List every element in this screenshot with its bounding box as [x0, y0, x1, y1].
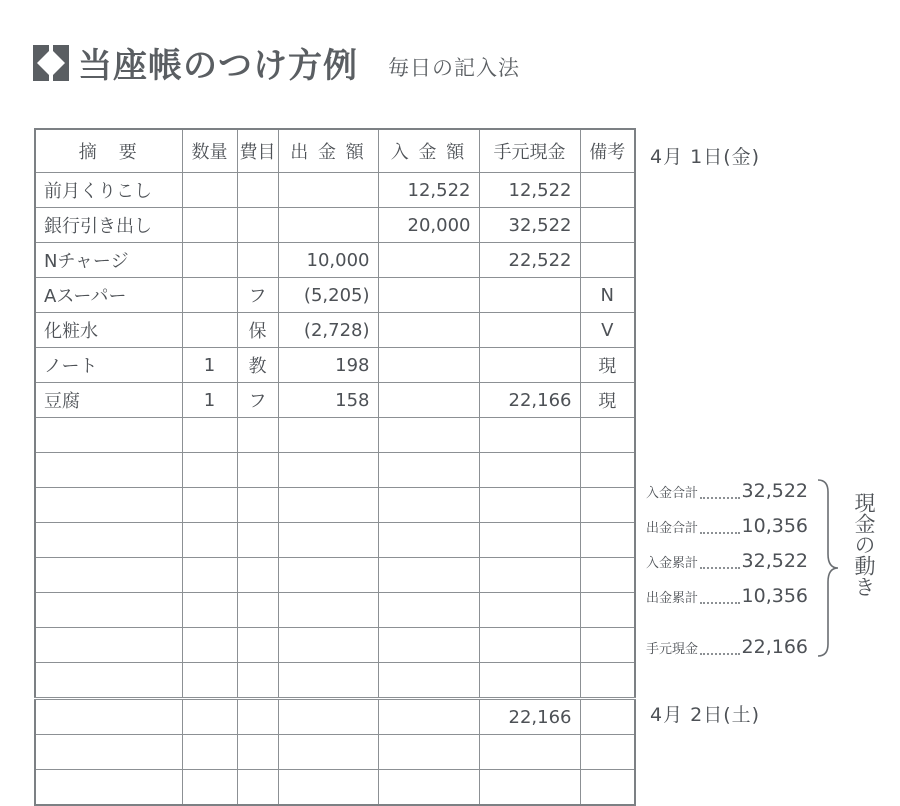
cell-cash-on-hand: [479, 418, 580, 453]
cell-description: [35, 523, 182, 558]
ledger-row: [35, 278, 635, 313]
cell-description: [35, 735, 182, 770]
cell-cash-on-hand: [479, 453, 580, 488]
cell-inflow: [378, 663, 479, 699]
summary-value: 22,166: [741, 636, 808, 658]
cell-inflow: [378, 488, 479, 523]
ledger-row: [35, 523, 635, 558]
ledger-row: [35, 593, 635, 628]
summary-row-outflow-total: [646, 509, 808, 539]
cell-description: [35, 558, 182, 593]
summary-row-cash-on-hand: [646, 630, 808, 660]
cell-inflow: [378, 278, 479, 313]
column-header-notes: 備考: [580, 129, 635, 173]
summary-value: 32,522: [741, 480, 808, 502]
cell-outflow: [278, 628, 378, 663]
summary-label: 手元現金: [646, 642, 699, 657]
cell-quantity: 1: [182, 348, 237, 383]
cell-cash-on-hand: [479, 348, 580, 383]
cell-notes: [580, 173, 635, 208]
cell-outflow: (5,205): [278, 278, 378, 313]
cell-category: [237, 628, 278, 663]
cell-inflow: [378, 593, 479, 628]
page-header: [32, 36, 520, 88]
cell-quantity: [182, 735, 237, 770]
cell-category: [237, 418, 278, 453]
cell-description: [35, 488, 182, 523]
cell-cash-on-hand: [479, 313, 580, 348]
cell-quantity: [182, 593, 237, 628]
cell-quantity: [182, 453, 237, 488]
cell-outflow: [278, 663, 378, 699]
cell-category: [237, 453, 278, 488]
cell-description: [35, 699, 182, 735]
cell-category: [237, 208, 278, 243]
cell-inflow: [378, 628, 479, 663]
cell-outflow: [278, 453, 378, 488]
cell-description: [35, 418, 182, 453]
cell-category: フ: [237, 383, 278, 418]
date-label-day2: 4月 2日(土): [650, 704, 761, 726]
ledger-row: [35, 348, 635, 383]
cell-outflow: [278, 418, 378, 453]
ledger-table: [34, 128, 636, 806]
summary-label: 入金合計: [646, 486, 699, 501]
cell-category: [237, 663, 278, 699]
diamond-frame-icon: [32, 44, 70, 82]
ledger-row: [35, 453, 635, 488]
cell-description: [35, 453, 182, 488]
cell-notes: [580, 593, 635, 628]
cell-description: Nチャージ: [35, 243, 182, 278]
cell-description: 銀行引き出し: [35, 208, 182, 243]
cell-cash-on-hand: 22,166: [479, 383, 580, 418]
cell-notes: [580, 208, 635, 243]
cell-inflow: [378, 348, 479, 383]
ledger-row: [35, 313, 635, 348]
cell-inflow: [378, 770, 479, 806]
cell-cash-on-hand: [479, 735, 580, 770]
cell-notes: [580, 418, 635, 453]
cell-quantity: [182, 208, 237, 243]
cell-inflow: [378, 523, 479, 558]
cell-category: [237, 488, 278, 523]
cell-notes: [580, 243, 635, 278]
cell-cash-on-hand: 12,522: [479, 173, 580, 208]
cell-inflow: 12,522: [378, 173, 479, 208]
cell-quantity: [182, 770, 237, 806]
curly-brace-icon: [814, 478, 840, 658]
cell-notes: N: [580, 278, 635, 313]
ledger-row: [35, 663, 635, 699]
cell-category: [237, 699, 278, 735]
cell-description: ノート: [35, 348, 182, 383]
leader-dots: [700, 652, 740, 655]
cell-outflow: 10,000: [278, 243, 378, 278]
summary-label: 出金合計: [646, 521, 699, 536]
cell-outflow: [278, 523, 378, 558]
cell-category: [237, 735, 278, 770]
cell-quantity: [182, 278, 237, 313]
cell-cash-on-hand: 22,166: [479, 699, 580, 735]
cell-category: 保: [237, 313, 278, 348]
cell-outflow: [278, 770, 378, 806]
cell-cash-on-hand: [479, 523, 580, 558]
cell-category: [237, 243, 278, 278]
cell-category: [237, 770, 278, 806]
cell-notes: [580, 558, 635, 593]
summary-row-inflow-cumulative: [646, 544, 808, 574]
cell-cash-on-hand: [479, 278, 580, 313]
leader-dots: [700, 566, 740, 569]
ledger-header-row: [35, 129, 635, 173]
cell-quantity: 1: [182, 383, 237, 418]
cell-notes: [580, 735, 635, 770]
ledger-body: [35, 173, 635, 806]
leader-dots: [700, 601, 740, 604]
cell-inflow: [378, 699, 479, 735]
cell-cash-on-hand: [479, 663, 580, 699]
cell-description: 前月くりこし: [35, 173, 182, 208]
cell-category: フ: [237, 278, 278, 313]
ledger-row: [35, 699, 635, 735]
cell-description: [35, 593, 182, 628]
ledger-row: [35, 628, 635, 663]
cell-cash-on-hand: [479, 770, 580, 806]
cell-cash-on-hand: [479, 488, 580, 523]
ledger-row: [35, 735, 635, 770]
summary-label: 出金累計: [646, 591, 699, 606]
cell-quantity: [182, 628, 237, 663]
cell-inflow: [378, 735, 479, 770]
cell-category: [237, 173, 278, 208]
cell-inflow: [378, 243, 479, 278]
ledger-row: [35, 243, 635, 278]
cell-description: [35, 770, 182, 806]
ledger-row: [35, 173, 635, 208]
column-header-description: 摘 要: [35, 129, 182, 173]
ledger-row: [35, 383, 635, 418]
cell-quantity: [182, 418, 237, 453]
column-header-quantity: 数量: [182, 129, 237, 173]
leader-dots: [700, 496, 740, 499]
cell-cash-on-hand: [479, 558, 580, 593]
cell-quantity: [182, 699, 237, 735]
cell-cash-on-hand: 32,522: [479, 208, 580, 243]
cell-category: 教: [237, 348, 278, 383]
cell-outflow: [278, 593, 378, 628]
cell-notes: [580, 488, 635, 523]
cell-outflow: (2,728): [278, 313, 378, 348]
cell-outflow: [278, 735, 378, 770]
cell-notes: V: [580, 313, 635, 348]
cell-outflow: [278, 208, 378, 243]
cell-inflow: 20,000: [378, 208, 479, 243]
cell-quantity: [182, 663, 237, 699]
cell-description: 化粧水: [35, 313, 182, 348]
ledger-row: [35, 770, 635, 806]
column-header-category: 費目: [237, 129, 278, 173]
cell-category: [237, 523, 278, 558]
summary-row-outflow-cumulative: [646, 579, 808, 609]
cell-outflow: 198: [278, 348, 378, 383]
cell-notes: [580, 523, 635, 558]
cell-cash-on-hand: 22,522: [479, 243, 580, 278]
cell-inflow: [378, 558, 479, 593]
page-subtitle: 毎日の記入法: [388, 56, 520, 80]
page-title: 当座帳のつけ方例: [78, 46, 358, 86]
cell-notes: [580, 628, 635, 663]
ledger-row: [35, 558, 635, 593]
cell-outflow: 158: [278, 383, 378, 418]
cell-notes: [580, 770, 635, 806]
ledger-row: [35, 208, 635, 243]
summary-label: 入金累計: [646, 556, 699, 571]
summary-value: 10,356: [741, 585, 808, 607]
cell-category: [237, 593, 278, 628]
cell-quantity: [182, 523, 237, 558]
cell-quantity: [182, 173, 237, 208]
date-label-day1: 4月 1日(金): [650, 146, 761, 168]
cell-cash-on-hand: [479, 593, 580, 628]
cell-cash-on-hand: [479, 628, 580, 663]
ledger-row: [35, 418, 635, 453]
cell-notes: [580, 663, 635, 699]
leader-dots: [700, 531, 740, 534]
column-header-outflow: 出 金 額: [278, 129, 378, 173]
cell-inflow: [378, 418, 479, 453]
cell-outflow: [278, 558, 378, 593]
cell-notes: [580, 699, 635, 735]
cell-inflow: [378, 383, 479, 418]
cell-notes: 現: [580, 383, 635, 418]
cell-category: [237, 558, 278, 593]
cell-inflow: [378, 313, 479, 348]
cell-outflow: [278, 699, 378, 735]
cell-description: [35, 663, 182, 699]
cell-quantity: [182, 488, 237, 523]
cell-outflow: [278, 488, 378, 523]
cell-inflow: [378, 453, 479, 488]
cell-notes: [580, 453, 635, 488]
summary-value: 32,522: [741, 550, 808, 572]
cash-movement-caption: 現金の動き: [852, 492, 876, 597]
cell-notes: 現: [580, 348, 635, 383]
cell-outflow: [278, 173, 378, 208]
cell-quantity: [182, 313, 237, 348]
cell-description: Aスーパー: [35, 278, 182, 313]
cell-quantity: [182, 243, 237, 278]
summary-value: 10,356: [741, 515, 808, 537]
ledger-row: [35, 488, 635, 523]
summary-row-inflow-total: [646, 474, 808, 504]
column-header-inflow: 入 金 額: [378, 129, 479, 173]
cell-description: 豆腐: [35, 383, 182, 418]
cell-quantity: [182, 558, 237, 593]
column-header-cash-on-hand: 手元現金: [479, 129, 580, 173]
cell-description: [35, 628, 182, 663]
